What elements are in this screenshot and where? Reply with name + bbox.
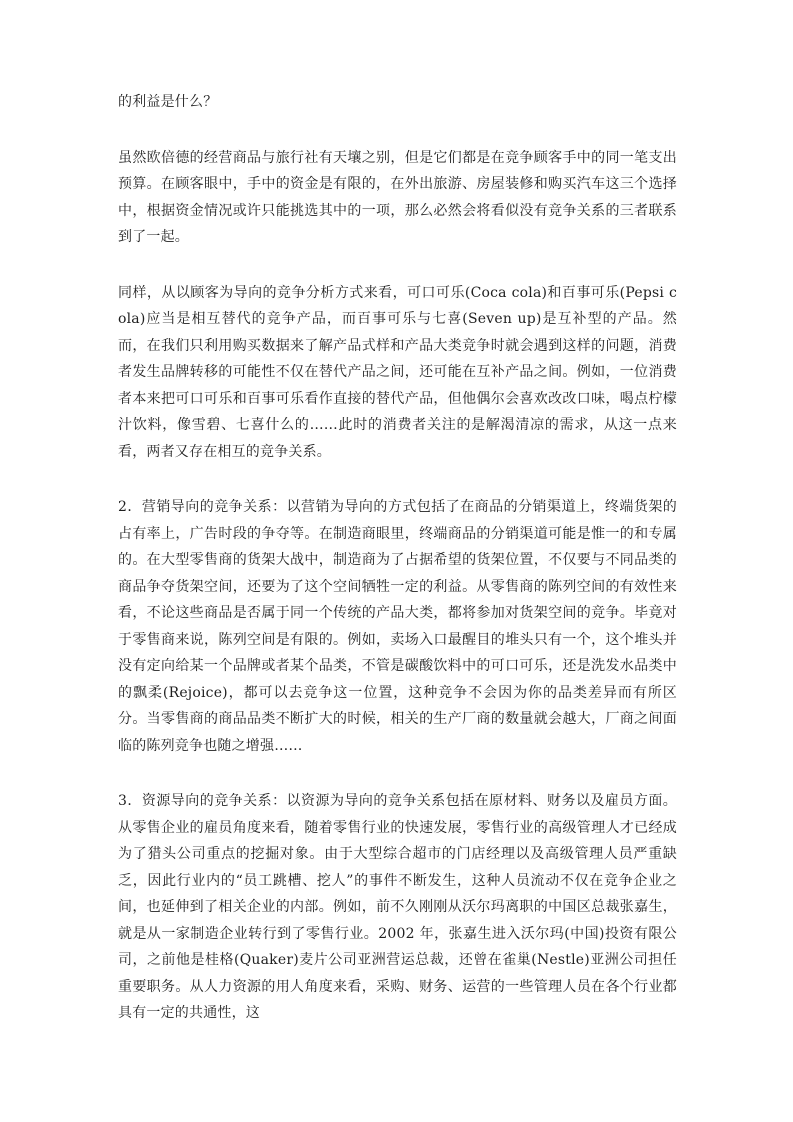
paragraph: 2．营销导向的竞争关系：以营销为导向的方式包括了在商品的分销渠道上，终端货架的占有率上，广告时段的争夺等。在制造商眼里，终端商品的分销渠道可能是惟一的和专属的。在大型零售商的货架大战中，制造商为了占据希望的货架位置，不仅要与不同品类的商品争夺货架空间，还要为了这个空间牺牲一定的利益。从零售商的陈列空间的有效性来看，不论这些商品是否属于同一个传统的产品大类，都将参加对货架空间的竞争。毕竟对于零售商来说，陈列空间是有限的。例如，卖场入口最醒目的堆头只有一个，这个堆头并没有定向给某一个品牌或者某个品类，不管是碳酸饮料中的可口可乐，还是洗发水品类中的飘柔(Rejoice)，都可以去竞争这一位置，这种竞争不会因为你的品类差异而有所区分。当零售商的商品品类不断扩大的时候，相关的生产厂商的数量就会越大，厂商之间面临的陈列竞争也随之增强……: [118, 499, 677, 754]
paragraph: 的利益是什么？: [118, 94, 218, 110]
paragraph: 同样，从以顾客为导向的竞争分析方式来看，可口可乐(Coca cola)和百事可乐(Pepsi cola)应当是相互替代的竞争产品，而百事可乐与七喜(Seven up)是互补型的产品。然而，在我们只利用购买数据来了解产品式样和产品大类竞争时就会遇到这样的问题，消费者发生品牌转移的可能性不仅在替代产品之间，还可能在互补产品之间。例如，一位消费者本来把可口可乐和百事可乐看作直接的替代产品，但他偶尔会喜欢改改口味，喝点柠檬汁饮料，像雪碧、七喜什么的……此时的消费者关注的是解渴清凉的需求，从这一点来看，两者又存在相互的竞争关系。: [118, 284, 677, 460]
paragraph: 虽然欧倍德的经营商品与旅行社有天壤之别，但是它们都是在竞争顾客手中的同一笔支出预算。在顾客眼中，手中的资金是有限的，在外出旅游、房屋装修和购买汽车这三个选择中，根据资金情况或许只能挑选其中的一项，那么必然会将看似没有竞争关系的三者联系到了一起。: [118, 149, 677, 245]
document-text-block: [118, 89, 677, 1027]
paragraph: 3．资源导向的竞争关系：以资源为导向的竞争关系包括在原材料、财务以及雇员方面。从零售企业的雇员角度来看，随着零售行业的快速发展，零售行业的高级管理人才已经成为了猎头公司重点的挖掘对象。由于大型综合超市的门店经理以及高级管理人员严重缺乏，因此行业内的“员工跳槽、挖人”的事件不断发生，这种人员流动不仅在竞争企业之间，也延伸到了相关企业的内部。例如，前不久刚刚从沃尔玛离职的中国区总裁张嘉生，就是从一家制造企业转行到了零售行业。2002 年，张嘉生进入沃尔玛(中国)投资有限公司，之前他是桂格(Quaker)麦片公司亚洲营运总裁，还曾在雀巢(Nestle)亚洲公司担任重要职务。从人力资源的用人角度来看，采购、财务、运营的一些管理人员在各个行业都具有一定的共通性，这: [118, 793, 677, 1021]
